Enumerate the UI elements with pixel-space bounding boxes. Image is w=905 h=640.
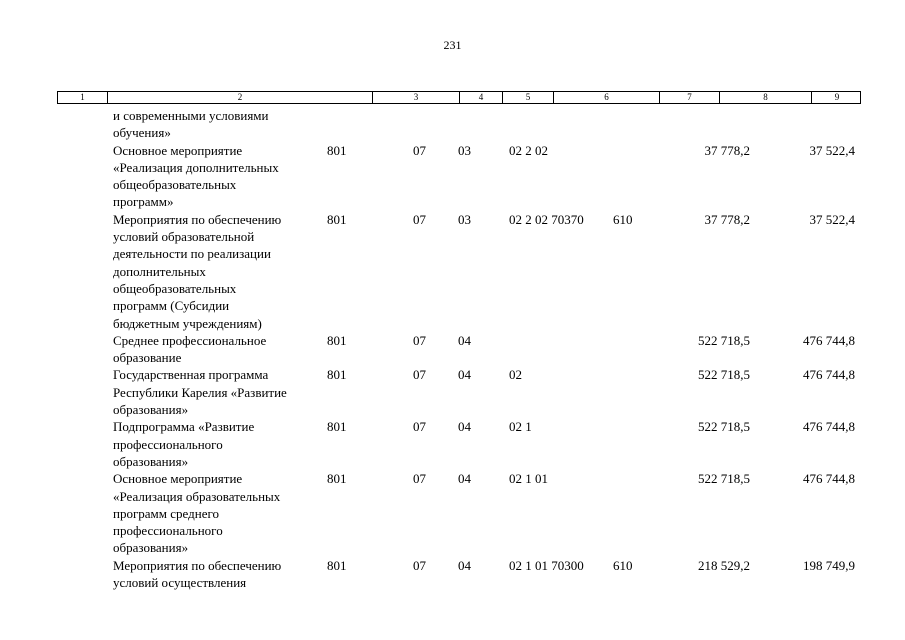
target-article-code: 02 2 02 [509,142,548,158]
row-name-line: профессионального [113,523,223,539]
amount-col-8: 218 529,2 [698,557,750,573]
row-name-line: условий осуществления [113,575,247,591]
table-row [0,470,905,556]
amount-col-8: 522 718,5 [698,332,750,348]
amount-col-9: 476 744,8 [803,471,855,487]
header-col-2: 2 [107,92,372,103]
amount-col-8: 522 718,5 [698,367,750,383]
header-col-1: 1 [80,92,85,102]
admin-code: 801 [327,142,347,158]
row-name [113,557,323,592]
continuation-line: обучения» [113,125,171,141]
admin-code: 801 [327,211,347,227]
continuation-line: и современными условиями [113,108,269,123]
amount-col-9: 476 744,8 [803,419,855,435]
row-name-line: Основное мероприятие [113,142,243,158]
row-name [113,366,323,418]
amount-col-9: 37 522,4 [809,142,855,158]
amount-col-9: 476 744,8 [803,332,855,348]
row-name [113,211,323,332]
section-code: 07 [413,142,426,158]
header-col-4: 4 [459,92,502,103]
amount-col-8: 37 778,2 [704,211,750,227]
subsection-code: 03 [458,142,471,158]
header-col-3: 3 [372,92,459,103]
row-name-line: программ (Субсидии [113,298,230,314]
row-name-line: Среднее профессиональное [113,332,267,348]
row-name-line: профессионального [113,436,223,452]
table-row [0,211,905,332]
target-article-code: 02 1 01 [509,471,548,487]
row-name-line: образование [113,350,182,366]
section-code: 07 [413,211,426,227]
section-code: 07 [413,367,426,383]
amount-col-9: 476 744,8 [803,367,855,383]
row-name-line: Подпрограмма «Развитие [113,419,255,435]
subsection-code: 04 [458,332,471,348]
row-name-line: бюджетным учреждениям) [113,315,262,331]
subsection-code: 03 [458,211,471,227]
table-row [0,332,905,367]
table-body [0,107,905,591]
table-row [0,142,905,211]
header-col-5: 5 [502,92,553,103]
expense-type-code: 610 [613,557,633,573]
amount-col-8: 522 718,5 [698,471,750,487]
target-article-code: 02 2 02 70370 [509,211,584,227]
row-name-line: деятельности по реализации [113,246,271,262]
header-col-8: 8 [719,92,811,103]
amount-col-8: 522 718,5 [698,419,750,435]
row-name-line: «Реализация дополнительных [113,159,279,175]
row-name-line: Мероприятия по обеспечению [113,557,282,573]
section-code: 07 [413,557,426,573]
row-name [113,418,323,470]
row-name-line: «Реализация образовательных [113,488,281,504]
row-name [113,332,323,367]
row-name-line: образования» [113,453,189,469]
row-name-line: образования» [113,540,189,556]
row-name-line: Государственная программа [113,367,269,383]
row-name-line: Республики Карелия «Развитие [113,384,287,400]
admin-code: 801 [327,557,347,573]
row-name-line: общеобразовательных [113,280,237,296]
header-col-6: 6 [553,92,659,103]
table-row [0,557,905,592]
row-name-line: программ» [113,194,174,210]
rows-container [0,142,905,592]
amount-col-8: 37 778,2 [704,142,750,158]
subsection-code: 04 [458,557,471,573]
section-code: 07 [413,332,426,348]
table-header [57,91,861,104]
continuation-text [0,107,905,142]
target-article-code: 02 1 [509,419,532,435]
admin-code: 801 [327,332,347,348]
row-name-line: условий образовательной [113,229,255,245]
row-name-line: Основное мероприятие [113,471,243,487]
amount-col-9: 198 749,9 [803,557,855,573]
admin-code: 801 [327,367,347,383]
row-name [113,470,323,556]
row-name-line: образования» [113,402,189,418]
header-col-9: 9 [811,92,862,103]
row-name-line: дополнительных [113,263,206,279]
subsection-code: 04 [458,471,471,487]
subsection-code: 04 [458,367,471,383]
admin-code: 801 [327,419,347,435]
amount-col-9: 37 522,4 [809,211,855,227]
admin-code: 801 [327,471,347,487]
row-name-line: программ среднего [113,505,219,521]
table-row [0,418,905,470]
section-code: 07 [413,419,426,435]
row-name [113,142,323,211]
table-row [0,366,905,418]
subsection-code: 04 [458,419,471,435]
row-name-line: общеобразовательных [113,177,237,193]
row-name-line: Мероприятия по обеспечению [113,211,282,227]
target-article-code: 02 [509,367,522,383]
expense-type-code: 610 [613,211,633,227]
target-article-code: 02 1 01 70300 [509,557,584,573]
page-number: 231 [443,38,462,52]
header-col-7: 7 [659,92,719,103]
section-code: 07 [413,471,426,487]
